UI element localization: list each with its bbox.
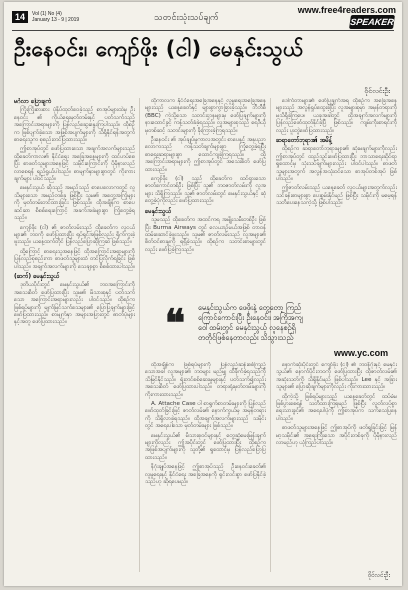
section-tag: သတင်းသုံးသပ်ချက် [154,13,219,23]
pull-quote-line: တတိုင်ဖြစ်နေတာလည်း သိသွားသည် [198,333,294,342]
article-paragraph: မေနှင်းသွယ်၏ မိသားစုဝင်များနှင့် တွေ့ဆုံမေးမြန်းချက်များကိုလည်း ဤအပိုင်းတွင် ဖော်ပြထားပြီး ထိုစဉ်က အဖြစ်အပျက်များကို သူတို့၏ ရှုထောင့်မှ ပြန်လည်ပြောပြထားသည်။ [145,432,266,461]
issue-info [32,11,79,23]
section-subheading: မင်္ဂလာ ပြောချက် [14,98,52,105]
text-column-1 [14,98,135,576]
text-column-4 [145,362,266,572]
article-paragraph: ထိုအချိန်က ဖြစ်ရပ်များကို ပြန်လည်ဆန်းစစ်ကြည့်သောအခါ လူအများ၏ ဘဝများ မည်မျှ ထိခိုက်ခဲ့ရသည်ကို သိမြင်နိုင်သည်။ ရုံးတင်စစ်ဆေးမှုများနှင့် ပတ်သက်၍လည်း အသေးစိတ် ဖော်ပြထားပါသည်။ တရားရုံးမှတ်တမ်းများကို ကိုးကားထားသည်။ [145,362,266,398]
issue-date: January 13 - 9 | 2019 [32,17,80,23]
text-column-3 [276,98,397,298]
article-paragraph: ဤစာအုပ်တွင် ဖော်ပြထားသော အချက်အလက်များသည် ထိုခေတ်ကာလ၏ နိုင်ငံရေး အခြေအနေများကို ထင်ဟပ်စေပြီး စာဖတ်သူများအနေဖြင့် သမိုင်းကြောင်းကို ပိုမိုနားလည်လာစေရန် ရည်ရွယ်ပါသည်။ စာမျက်နှာများစွာတွင် ကိုးကားချက်များ ပါဝင်သည်။ [14,146,135,183]
pull-quote-line: ဝေါ်ထမ်းတွင် မေနှင်းသွယ့် လူနေစဉ်ရှိ [198,323,296,332]
article-headline: ဦးနေဝင်း၊ ကျော်ဖိုး (ငါ) မေနှင်းသွယ် [14,37,304,61]
article-paragraph: နိဂုံးချုပ်အနေဖြင့် ဤစာအုပ်သည် ဦးနေဝင်းခေတ်၏ လူမှုရေးနှင့် နိုင်ငံရေး အခြေအနေကို ရှင်းလင်းစွာ ဖော်ပြနိုင်ခဲ့သည်ဟု ဆိုရပေမည်။ [145,464,266,486]
article-paragraph: A. Attache Case ပါ စာရွက်စာတမ်းများကို ပြန်လည်ဖော်ထုတ်ခြင်းဖြင့် ဇာတ်လမ်း၏ နောက်ကွယ်မှ အမှန်တရားကို သိရှိလာခဲ့ရသည်။ ထိုအချက်အလက်များသည် သမိုင်းတွင် အရေးပါသော မှတ်တမ်းများ ဖြစ်သည်။ [145,401,266,430]
article-paragraph: သူမသည် ထိုခေတ်က အထင်ကရ အမျိုးသမီးတစ်ဦး ဖြစ်ပြီး Burma Airways တွင် လေယာဉ်မယ်အဖြစ် တာဝန်ထမ်းဆောင်ခဲ့ဖူးသည်။ သူမ၏ ဇာတ်လမ်းသည် လူအများ၏ စိတ်ဝင်စားမှုကို ရရှိခဲ့သည်။ ထိုစဉ်က သတင်းစာများတွင်လည်း ဖော်ပြခဲ့ကြသည်။ [145,217,266,253]
article-paragraph: နောက်ဆုံးပိုင်းတွင် ကျော်ဖိုး (ငါ) ၏ ဘဝနိဂုံးနှင့် မေနှင်းသွယ်၏ နောက်ပိုင်းဘဝကို ဖော်ပြထားပြီး ထိုဇာတ်လမ်း၏ အဆုံးသတ်ကို သိရှိနိုင်မည် ဖြစ်ပါသည်။ Lee နှင့် အခြားသူများ၏ ပြောဆိုချက်များကိုလည်း ကိုးကားထားသည်။ [276,362,397,391]
section-subheading: မေနှင်းသွယ် [145,207,172,215]
section-subheading: ဆရာတော်ဘုရား၏ အမိန့် [276,137,332,145]
pull-quote-text [198,303,303,343]
column-divider [139,98,140,572]
pull-quote-line: မေနှင်းသွယ်က ဖေဖိုးနဲ့ တွေ့တော့ ကြည် [198,303,301,312]
article-paragraph: ကြိုးကြိုးစားစား ပုံနှိပ်ထုတ်ဝေခဲ့သည့် စာအုပ်များထဲမှ ဦးနေဝင်း ၏ ကိုယ်ရေးမှတ်တမ်းနှင့် ပတ်သက်သည့် အကြောင်းအရာများကို ပြန်လည်ဆွေးနွေးကြပါသည်။ ထိုစဉ်က ဖြစ်ပျက်ခဲ့သော အဖြစ်အပျက်များကို သိရှိနိုင်ရန်အတွက် စာရေးသူက စုစည်းတင်ပြထားသည်။ [14,107,135,144]
publication-logo: SPEAKER [349,17,395,27]
article-paragraph: ဒုတိယပိုင်းတွင် မေနှင်းသွယ်၏ ဘဝအကြောင်းကို အသေးစိတ် ဖော်ပြထားပြီး သူမ၏ မိသားစုနှင့် ပတ်သက်သော အကြောင်းအရာများလည်း ပါဝင်သည်။ ထိုစဉ်က ဖြစ်ရပ်များကို မျက်မြင်သက်သေများ၏ ပြောပြချက်များဖြင့် ဖော်ပြထားသည်။ စာမျက်နှာ အများအပြားတွင် ဓာတ်ပုံများနှင့်အတူ ဖော်ပြထားသည်။ [14,282,135,326]
article-paragraph: ထို့ကြောင့် စာရေးသူအနေဖြင့် ထိုအကြောင်းအရာများကို ပြန်လည်စုစည်းကာ စာဖတ်သူများထံ တင်ပြလိုက်ရခြင်း ဖြစ်ပါသည်။ အချက်အလက်များကို သေချာစွာ စိစစ်ထားပါသည်။ [14,248,135,270]
site-watermark: www.free4readers.com [297,5,396,15]
article-paragraph: ဦးနေဝင်း ၏ အုပ်ချုပ်မှုကာလအတွင်း စာပေနှင့် အနုပညာ လောကသည် ကန့်သတ်ချက်များစွာ ကြုံတွေ့ခဲ့ရပြီး စာရေးဆရာများစွာ ထောင်ကျခဲ့ကြရသည်။ ထိုအကြောင်းအရာများကို ဤစာအုပ်တွင် အသေးစိတ် ဖော်ပြထားသည်။ [145,137,266,173]
page-number: 14 [12,11,28,23]
article-paragraph: ဒေါက်တာများ၏ ဖော်ပြချက်အရ ထိုစဉ်က အခြေအနေများသည် အလွန်ရှုပ်ထွေးခဲ့ပြီး လူအများစုမှာ အမှန်တရားကို မသိရှိခဲ့ကြပေ။ ယခုအခါတွင် ထိုအချက်အလက်များကို ပြန်လည်ဖော်ထုတ်နိုင်ခဲ့ပြီ ဖြစ်သည်။ ကျမ်းကိုးစာရင်းကိုလည်း ပူးတွဲဖော်ပြထားသည်။ [276,98,397,134]
text-column-5 [276,362,397,562]
article-paragraph: ထိုကဲ့သို့ ဖြစ်ရပ်များသည် ယနေ့ခေတ်တွင် ထပ်မံမဖြစ်ပွားစေရန် သတိထားကြရမည် ဖြစ်ပြီး လွတ်လပ်စွာ ရေးသားခွင့်၏ အရေးပါပုံကို ဤစာအုပ်က သက်သေပြနေပါသည်။ [276,393,397,422]
source-credit: www.yc.com [334,348,389,358]
article-paragraph: စာဖတ်သူများအနေဖြင့် ဤစာအုပ်ကို ဖတ်ရှုခြင်းဖြင့် မြန်မာ့သမိုင်း၏ အရေးကြီးသော အပိုင်းတစ်ခုကို ပိုမိုနားလည်လာမည်ဟု ယုံကြည်ပါသည်။ [276,425,397,447]
header-rule [12,30,394,31]
article-paragraph: ကျော်ဖိုး (ငါ) ၏ ဇာတ်လမ်းသည် ထိုခေတ်က လူငယ်များ၏ ဘဝကို ဖော်ပြထားပြီး ရုပ်ရှင်အဖြစ်လည်း ရိုက်ကူးခဲ့ဖူးသည်။ ယနေ့ထက်တိုင် ပြန်လည်ပြောဆိုကြဆဲ ဖြစ်သည်။ [14,224,135,246]
text-column-2 [145,98,266,298]
article-paragraph: ကျော်ဖိုး (ငါ) သည် ထိုခေတ်က ထင်ရှားသော ဇာတ်ကောင်တစ်ဦး ဖြစ်ပြီး သူ၏ ဘဝဇာတ်လမ်းကို လူအများ သိရှိကြသည်။ သူ၏ ဇာတ်လမ်းတွင် မေနှင်းသွယ်နှင့် ဆုံတွေ့ခဲ့ပုံကိုလည်း ဖော်ပြထားသည်။ [145,176,266,205]
article-paragraph: ဤဇာတ်လမ်းသည် ယနေ့ခေတ် လူငယ်များအတွက်လည်း သင်ခန်းစာများစွာ ပေးစွမ်းနိုင်မည် ဖြစ်ပြီး သမိုင်းကို မမေ့ရန် သတိပေးနေသကဲ့သို့ ဖြစ်ပါသည်။ [276,185,397,207]
pull-quote-line: ကြောင်ကောင်းပြီး ဦးနေဝင်း၊ အကြိုအကျ [198,313,303,322]
article-paragraph: ထိုကာလက နိုင်ငံရေးအခြေအနေနှင့် လူမှုရေးအခြေအနေများသည် ယနေ့ခေတ်နှင့် များစွာကွာခြားခဲ့သည်။ ဘီဘီစီ (BBC) ကဲ့သို့သော သတင်းဌာနများမှ ဖော်ပြချက်များကို နားထောင်ခွင့် ကန့်သတ်ခံခဲ့ရသည်။ လူအများစုသည် ရေဒီယိုမှတစ်ဆင့် သတင်းများကို ခိုးကြားခဲ့ကြရသည်။ [145,98,266,134]
quote-mark-icon: ❝ [164,300,186,345]
author-signature: ဝိုင်လင်းဦး [367,572,390,579]
pull-quote [152,302,388,344]
issue-volume: Vol (1) No (4) [32,11,62,17]
page-folio [12,11,79,23]
article-byline: ဝိုင်လင်းဦး [364,87,390,95]
article-paragraph: မေနှင်းသွယ် ဆိုသည့် အမည်သည် စာပေလောကတွင် လူသိများသော အမည်တစ်ခု ဖြစ်ပြီး သူမ၏ အတွေ့အကြုံများကို မှတ်တမ်းတင်ထားခြင်း ဖြစ်သည်။ ထိုအချိန်က စာပေဆင်ဆာ စိစစ်ရေးကြောင့် အခက်အခဲများစွာ ကြုံတွေ့ခဲ့ရသည်။ [14,185,135,222]
newspaper-page [4,2,402,586]
article-paragraph: ထိုစဉ်က ဆရာတော်ဘုရားများ၏ ဆုံးမချက်များကိုလည်း ဤစာအုပ်တွင် ထည့်သွင်းဖော်ပြထားပြီး ဘာသာရေးဆိုင်ရာ ရှုထောင့်မှ သုံးသပ်ချက်များလည်း ပါဝင်ပါသည်။ စာဖတ်သူများအတွက် အလွန်အသုံးဝင်သော စာအုပ်တစ်အုပ် ဖြစ်ပါသည်။ [276,146,397,183]
section-subheading: (ဆက်) မေနှင်းသွယ် [14,272,60,280]
